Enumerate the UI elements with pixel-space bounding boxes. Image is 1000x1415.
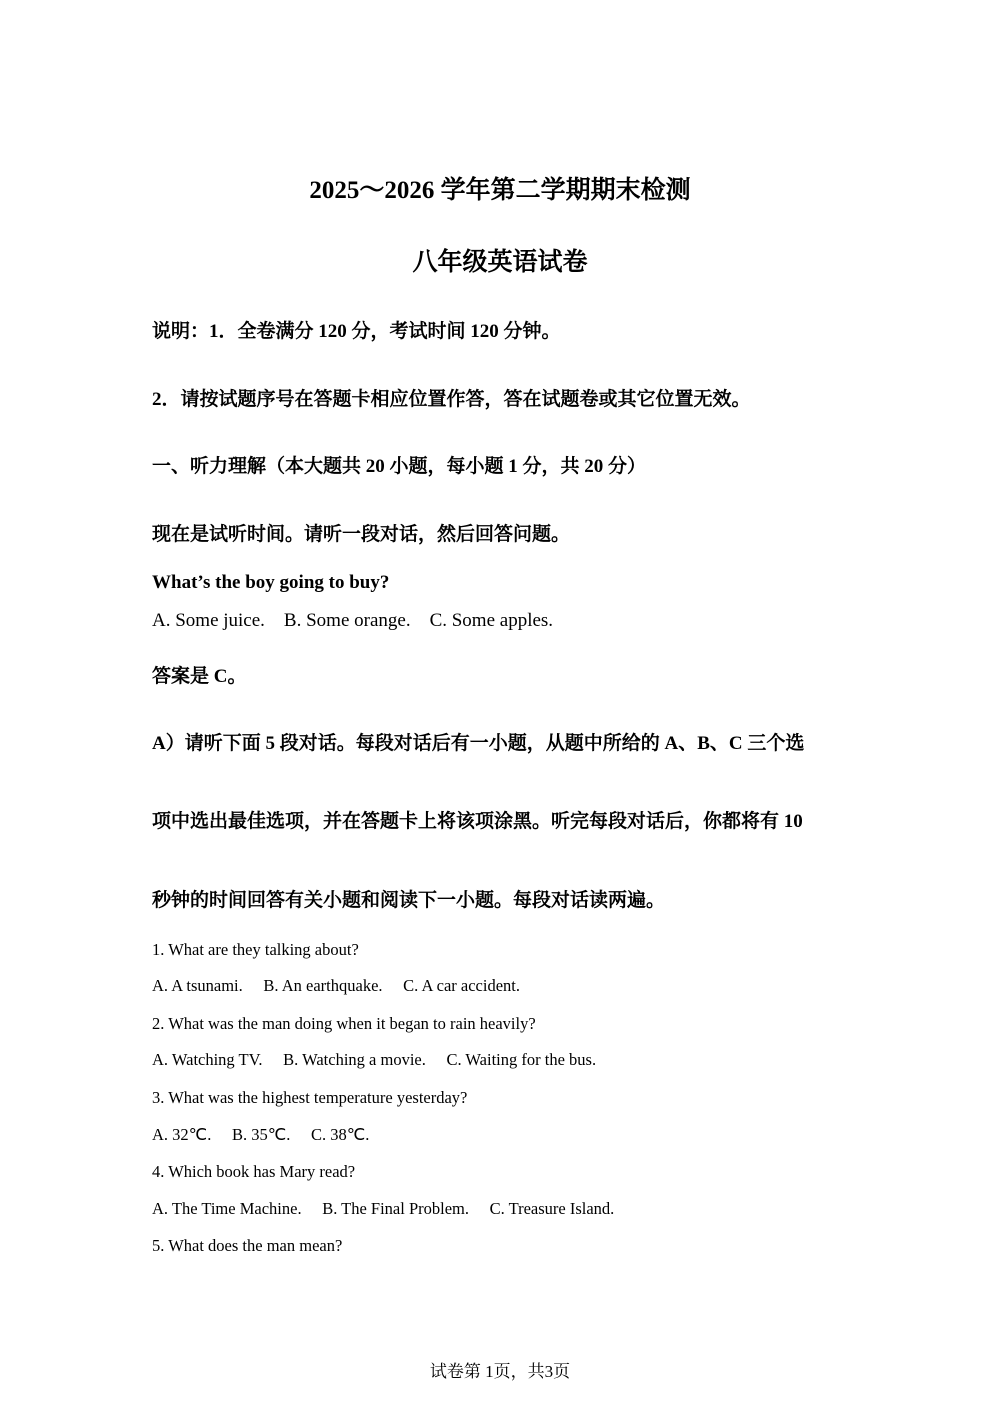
trial-intro: 现在是试听时间。请听一段对话，然后回答问题。 (152, 524, 571, 545)
instructions-line-1: 说明：1．全卷满分 120 分，考试时间 120 分钟。 (152, 321, 561, 342)
question-2-options: A. Watching TV. B. Watching a movie. C. Waiting for the bus. (152, 1050, 597, 1069)
section-heading: 一、听力理解（本大题共 20 小题，每小题 1 分，共 20 分） (152, 456, 647, 477)
instructions-line-2: 2．请按试题序号在答题卡相应位置作答，答在试题卷或其它位置无效。 (152, 389, 751, 410)
page-footer: 试卷第 1页，共3页 (429, 1362, 571, 1381)
question-1-options: A. A tsunami. B. An earthquake. C. A car accident. (152, 976, 520, 995)
exam-title: 2025～2026 学年第二学期期末检测 (309, 177, 691, 204)
question-4-options: A. The Time Machine. B. The Final Problem. C. Treasure Island. (152, 1199, 615, 1218)
question-1: 1. What are they talking about? (152, 940, 359, 959)
trial-question: What’s the boy going to buy? (152, 572, 390, 593)
part-a-instructions-line-3: 秒钟的时间回答有关小题和阅读下一小题。每段对话读两遍。 (152, 890, 666, 911)
question-2: 2. What was the man doing when it began to rain heavily? (152, 1014, 536, 1033)
trial-answer: 答案是 C。 (152, 666, 247, 687)
part-a-instructions-line-1: A）请听下面 5 段对话。每段对话后有一小题，从题中所给的 A、B、C 三个选 (152, 733, 805, 754)
part-a-instructions-line-2: 项中选出最佳选项，并在答题卡上将该项涂黑。听完每段对话后，你都将有 10 (152, 811, 803, 832)
trial-options: A. Some juice. B. Some orange. C. Some apples. (152, 610, 554, 631)
question-3-options: A. 32℃. B. 35℃. C. 38℃. (152, 1125, 370, 1144)
exam-subtitle: 八年级英语试卷 (412, 249, 588, 276)
question-5: 5. What does the man mean? (152, 1236, 343, 1255)
question-4: 4. Which book has Mary read? (152, 1162, 356, 1181)
question-3: 3. What was the highest temperature yesterday? (152, 1088, 468, 1107)
